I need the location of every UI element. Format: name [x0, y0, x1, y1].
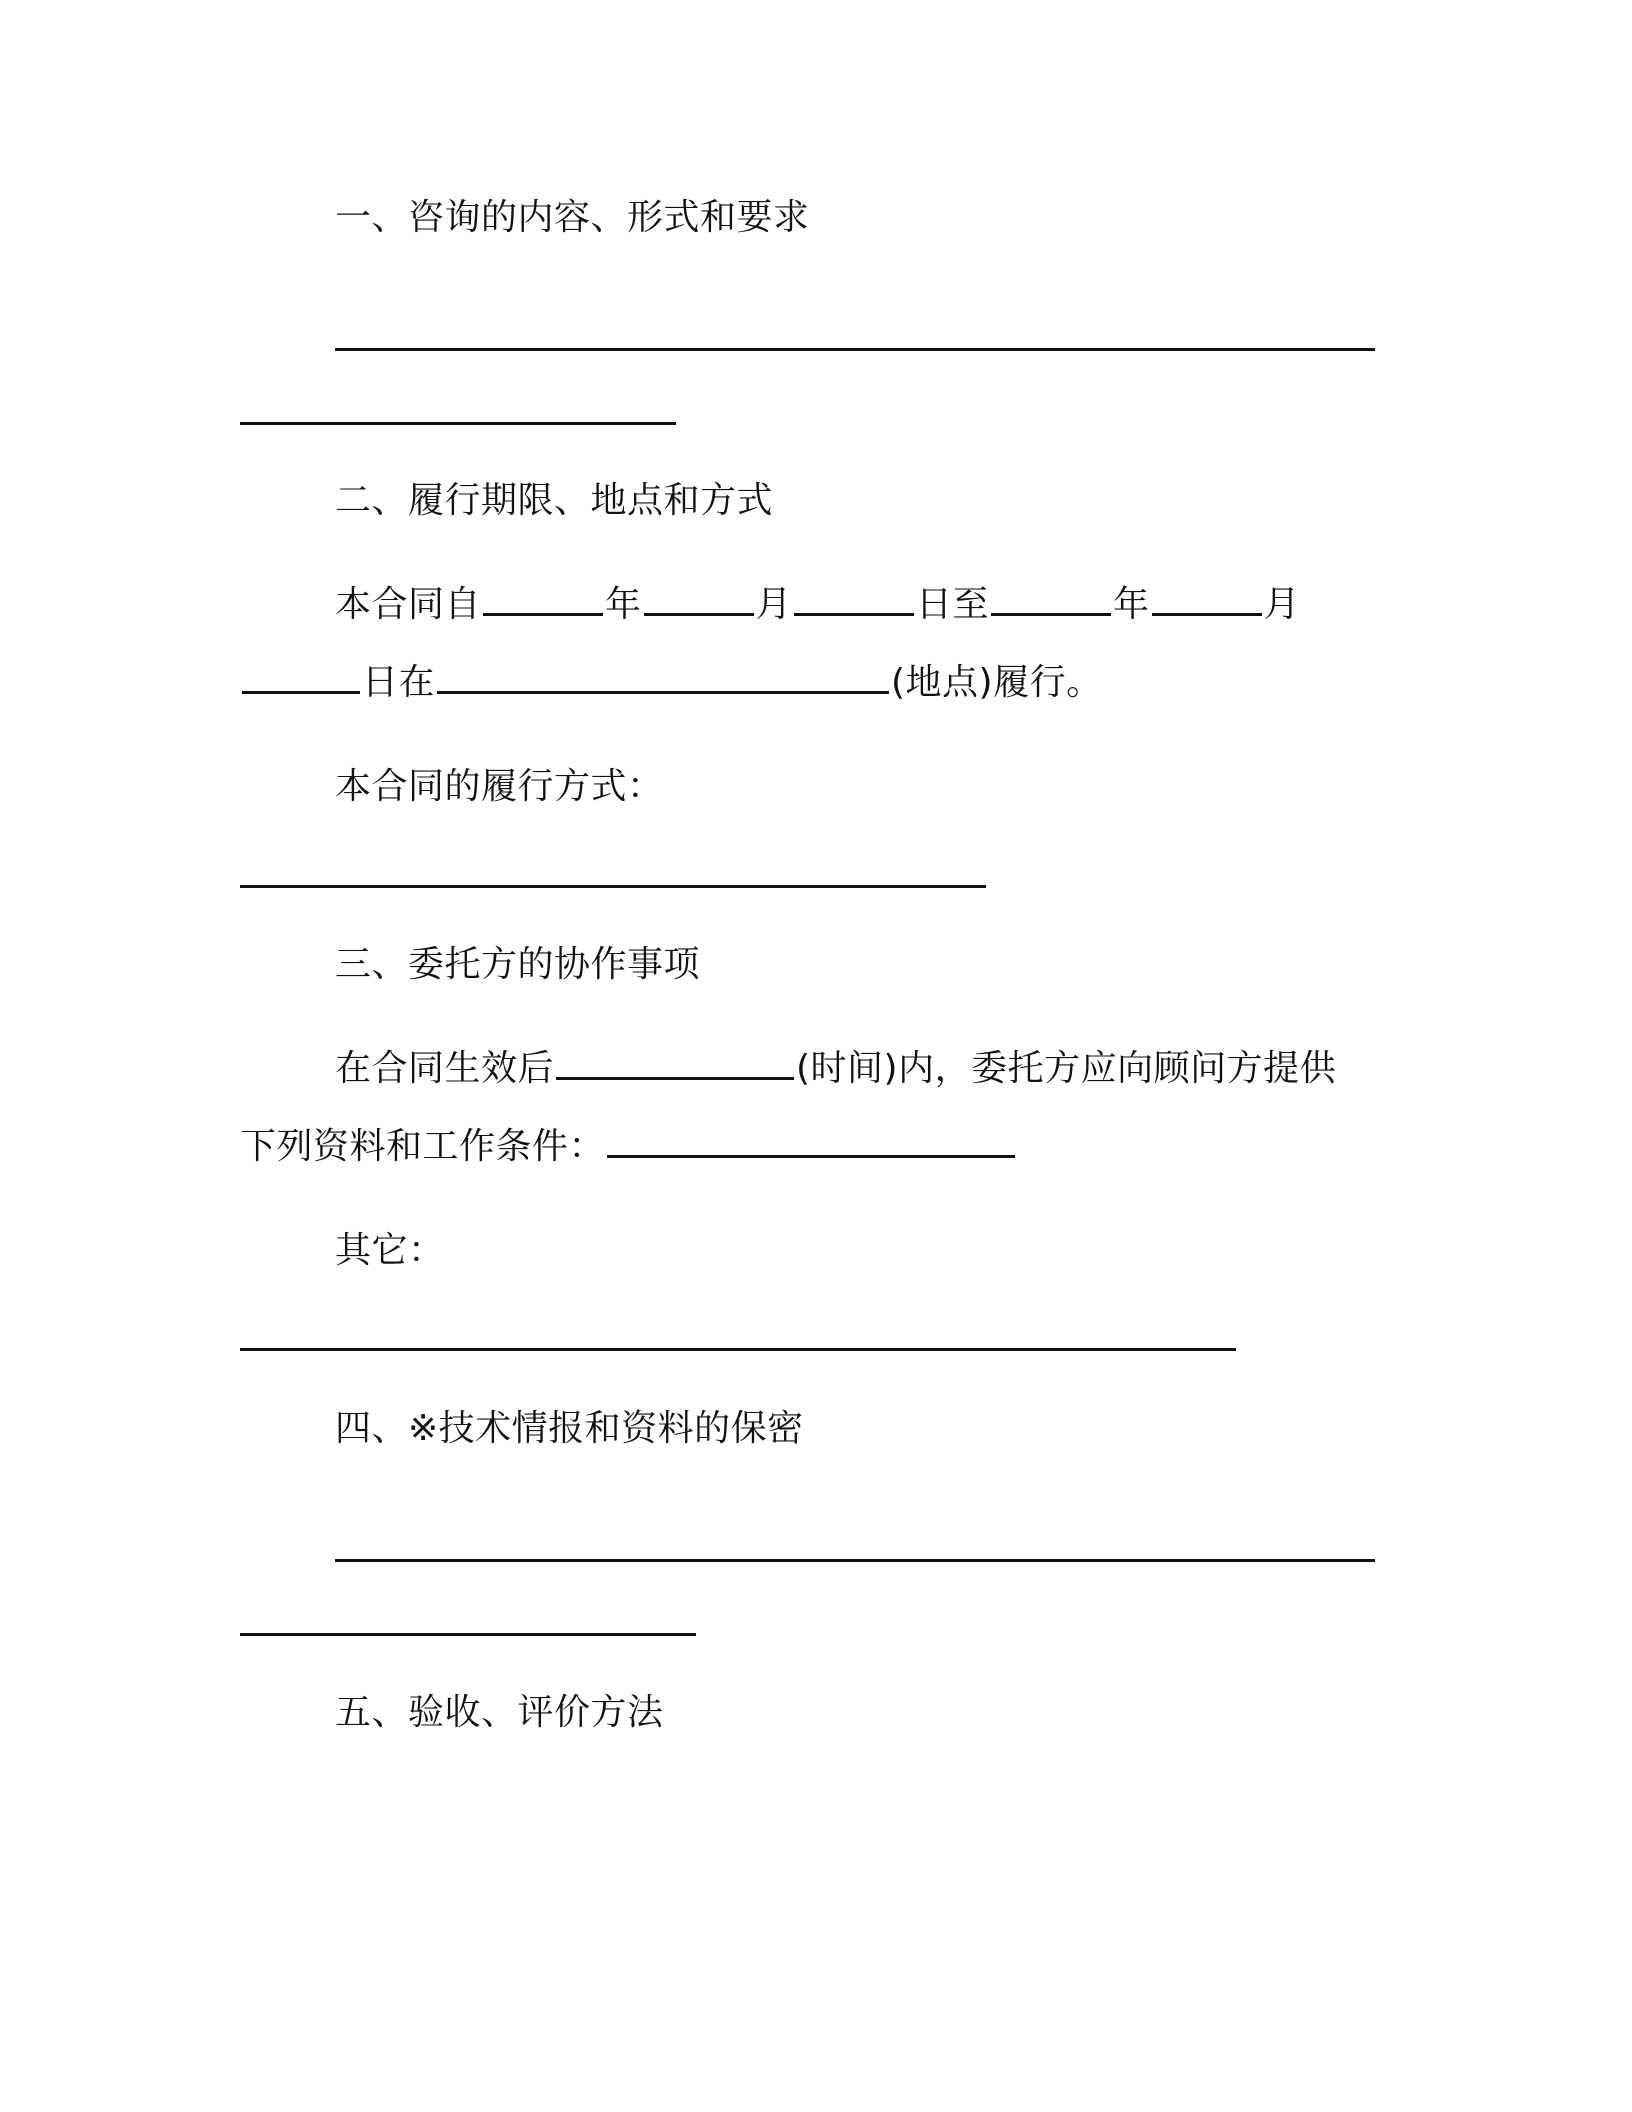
end-day-blank[interactable] [242, 661, 360, 694]
place-blank[interactable] [437, 661, 889, 694]
time-blank[interactable] [556, 1047, 794, 1080]
term-prefix: 本合同自 [335, 584, 482, 625]
cooperation-line-2 [240, 1124, 1017, 1170]
end-year-blank[interactable] [991, 583, 1111, 616]
start-month-blank[interactable] [644, 583, 754, 616]
section-3-heading: 三、委托方的协作事项 [335, 944, 701, 985]
year-label-2: 年 [1113, 584, 1150, 625]
term-line-1 [335, 582, 1300, 628]
performance-mode-blank[interactable] [240, 885, 986, 888]
other-label: 其它： [335, 1230, 445, 1271]
section-4-blank-line-1[interactable] [335, 1559, 1375, 1562]
section-1-blank-line-1[interactable] [335, 348, 1375, 351]
day-to-label: 日至 [916, 584, 990, 625]
section-2-heading: 二、履行期限、地点和方式 [335, 480, 774, 521]
start-day-blank[interactable] [794, 583, 914, 616]
start-year-blank[interactable] [483, 583, 603, 616]
performance-mode-label: 本合同的履行方式： [335, 766, 664, 807]
section-5-heading: 五、验收、评价方法 [335, 1692, 664, 1733]
section-4-heading: 四、※技术情报和资料的保密 [335, 1408, 804, 1449]
month-label: 月 [755, 584, 793, 625]
month-label-2: 月 [1263, 584, 1301, 625]
section-1-blank-line-2[interactable] [240, 422, 676, 425]
cooperation-line-1 [335, 1046, 1336, 1092]
end-month-blank[interactable] [1152, 583, 1262, 616]
after-effective-prefix: 在合同生效后 [335, 1048, 555, 1089]
section-4-blank-line-2[interactable] [240, 1633, 696, 1636]
materials-label: 下列资料和工作条件： [240, 1126, 606, 1167]
place-suffix: (地点)履行。 [891, 662, 1103, 703]
materials-blank[interactable] [607, 1125, 1015, 1158]
after-effective-suffix: (时间)内，委托方应向顾问方提供 [796, 1048, 1337, 1089]
section-1-heading: 一、咨询的内容、形式和要求 [335, 197, 810, 238]
year-label: 年 [605, 584, 642, 625]
day-at-label: 日在 [362, 662, 436, 703]
other-blank[interactable] [240, 1348, 1236, 1351]
term-line-2 [240, 660, 1103, 706]
